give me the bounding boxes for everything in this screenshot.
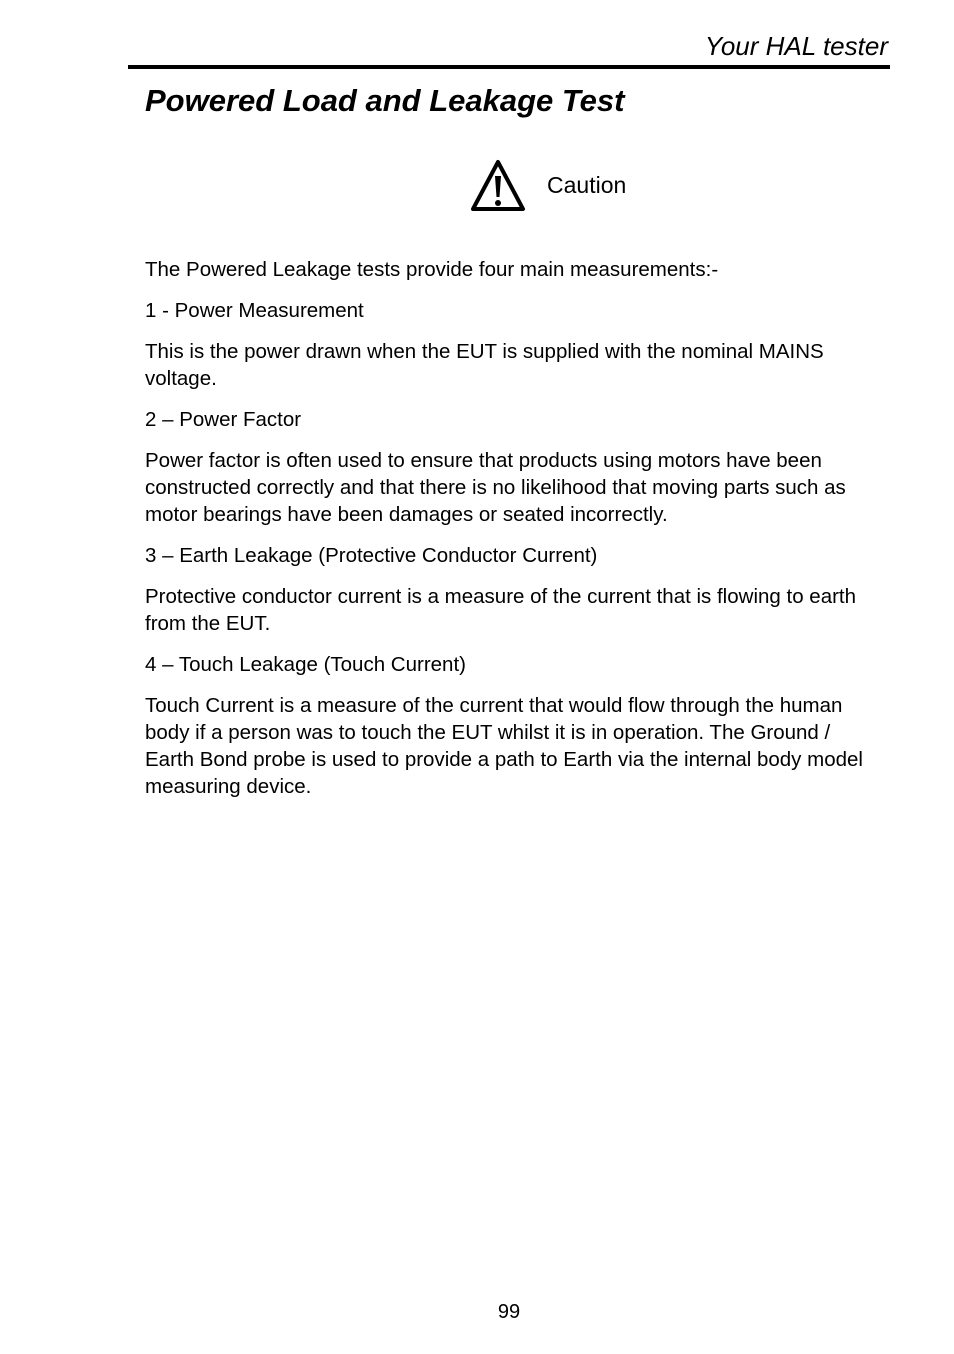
section-heading: 3 – Earth Leakage (Protective Conductor Current) [145,544,598,567]
section-heading: 1 - Power Measurement [145,299,364,322]
section-paragraph: Protective conductor current is a measure of the current that is flowing to earth from the EUT. [145,585,857,635]
section-paragraph: This is the power drawn when the EUT is supplied with the nominal MAINS voltage. [145,340,824,390]
page-title: Powered Load and Leakage Test [145,83,625,118]
section-paragraph: Touch Current is a measure of the current that would flow through the human body if a person was to touch the EUT whilst it is in operation. The Ground / Earth Bond probe is used to provide a path to Earth via the internal body model measuring device. [145,694,863,798]
intro-paragraph: The Powered Leakage tests provide four main measurements:- [145,258,719,281]
section-heading: 4 – Touch Leakage (Touch Current) [145,653,466,676]
warning-triangle-icon [470,156,526,214]
section-heading: 2 – Power Factor [145,408,302,431]
header-rule [128,65,890,69]
caution-notice [470,156,626,214]
running-header: Your HAL tester [704,31,888,61]
page-number: 99 [497,1301,521,1323]
caution-label: Caution [547,172,627,198]
body-text [145,256,875,814]
section-paragraph: Power factor is often used to ensure that products using motors have been constructed correctly and that there is no likelihood that moving parts such as motor bearings have been damages or seated incorrectly. [145,449,846,526]
